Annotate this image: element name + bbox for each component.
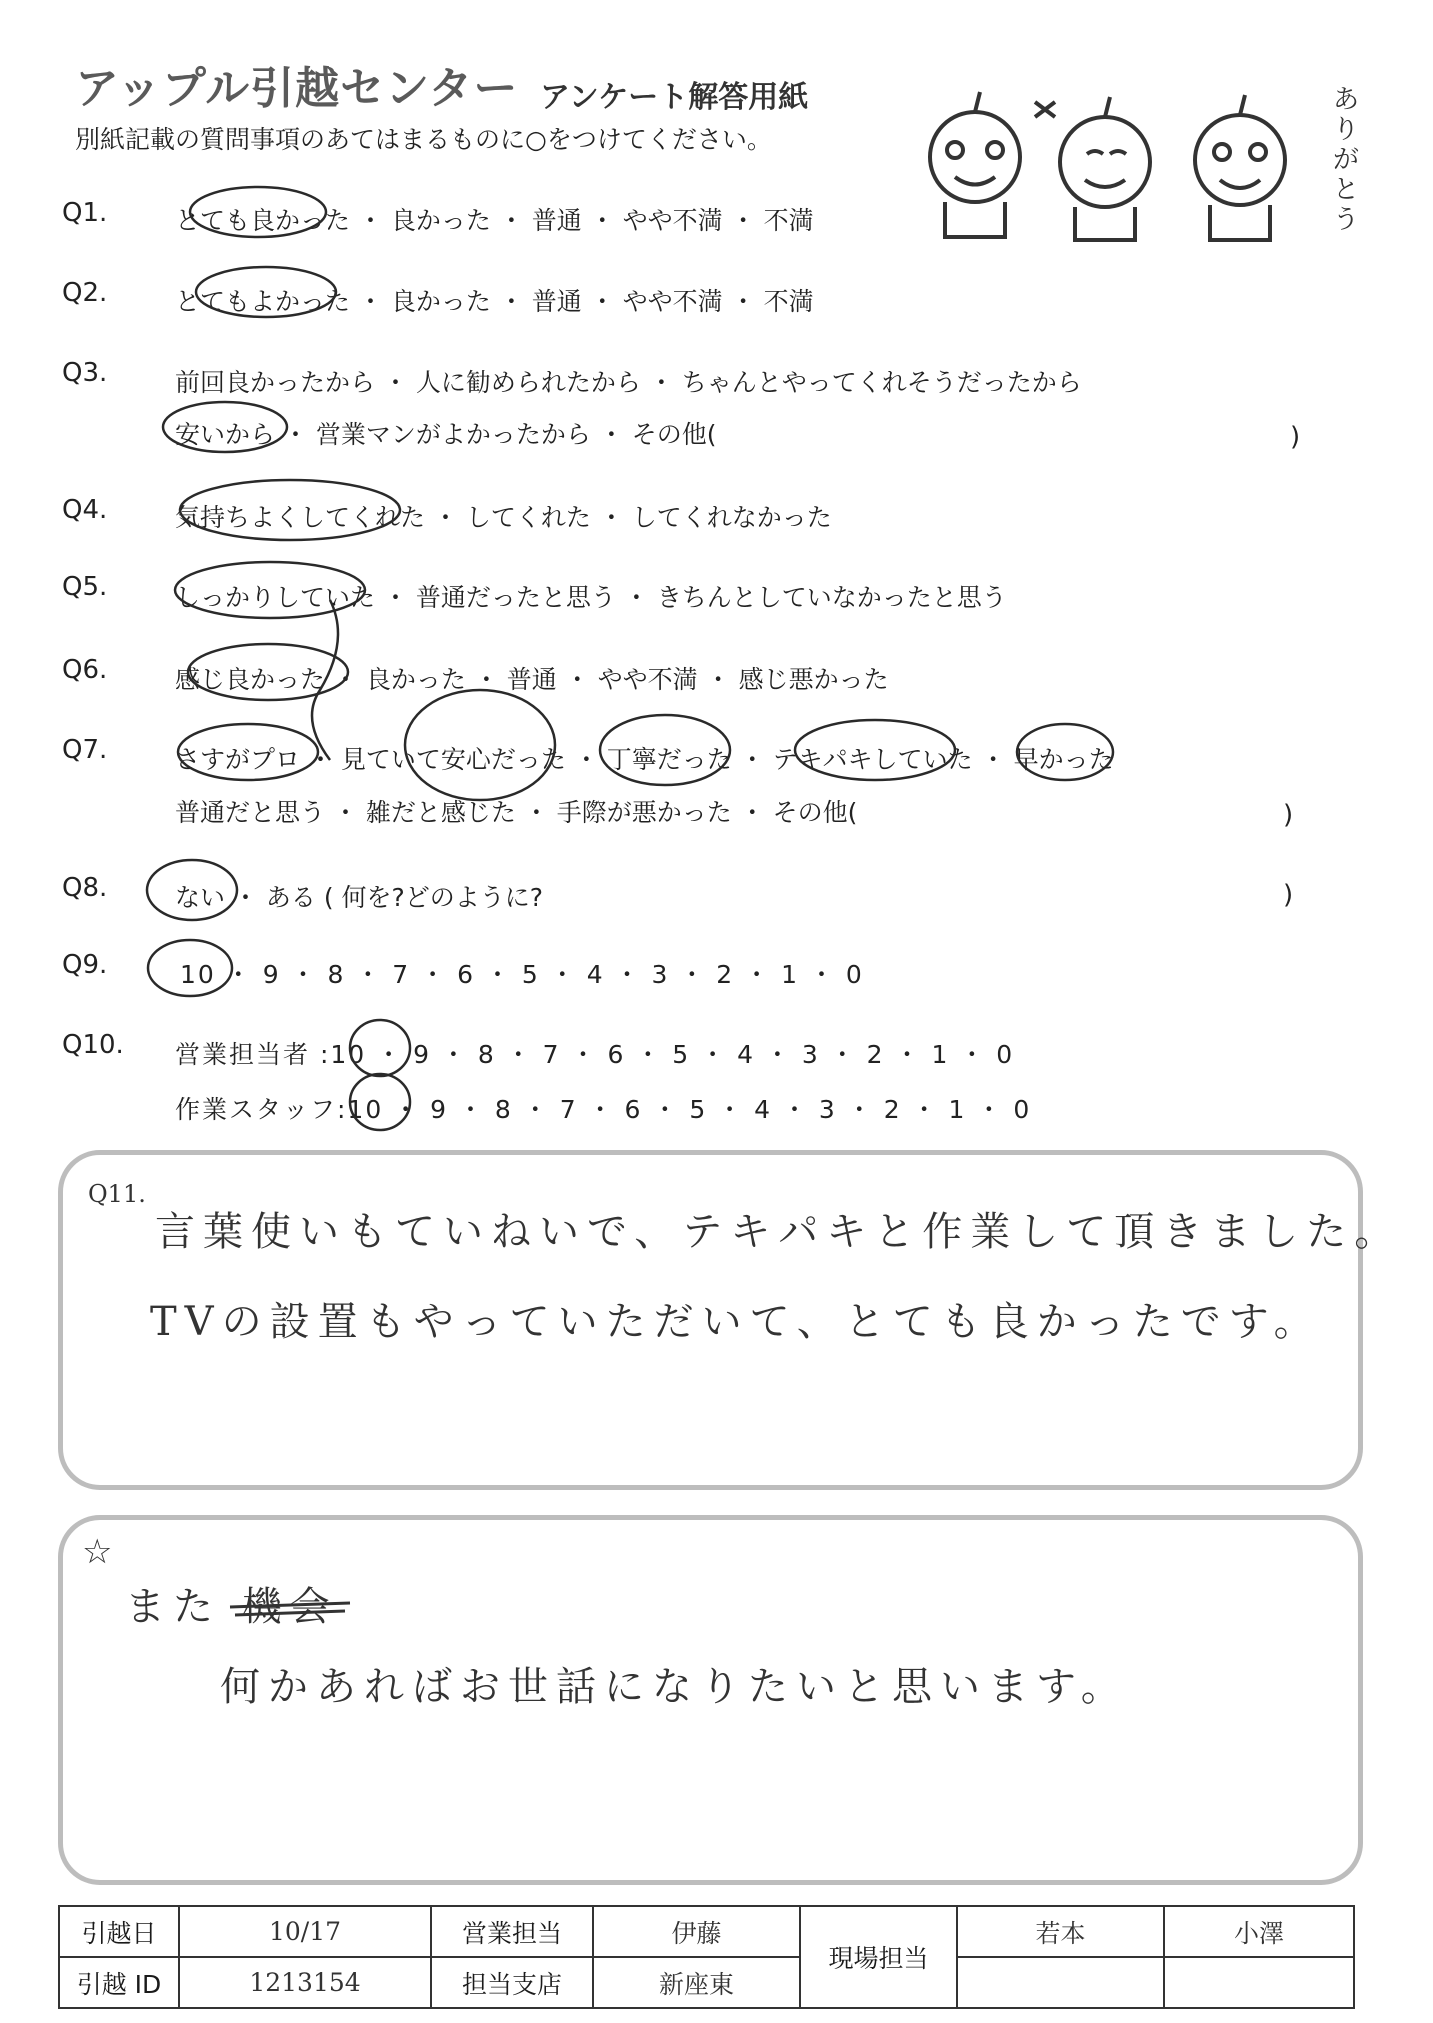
q7-options-line1[interactable]: さすがプロ ・ 見ていて安心だった ・ 丁寧だった ・ テキパキしていた ・ 早かった — [175, 745, 1114, 774]
site-staff-empty-cell-2[interactable] — [1164, 1957, 1354, 2008]
q4-options[interactable]: 気持ちよくしてくれた ・ してくれた ・ してくれなかった — [175, 503, 832, 532]
q3-label: Q3. — [62, 358, 108, 388]
q8-options[interactable]: ない ・ ある ( 何を?どのように? — [175, 883, 544, 912]
q3-paren-close: ) — [1290, 422, 1301, 452]
sales-rep-value[interactable]: 伊藤 — [593, 1906, 800, 1957]
q5-connector-stroke — [312, 600, 338, 760]
q6-answer-circle — [188, 644, 348, 700]
q7-answer-circle-5 — [1017, 724, 1113, 780]
q1-answer-circle — [190, 187, 326, 237]
q6-options[interactable]: 感じ良かった ・ 良かった ・ 普通 ・ やや不満 ・ 感じ悪かった — [175, 665, 889, 694]
move-date-value[interactable]: 10/17 — [179, 1906, 431, 1957]
q6-label: Q6. — [62, 655, 108, 685]
q5-options[interactable]: しっかりしていた ・ 普通だったと思う ・ きちんとしていなかったと思う — [175, 583, 1007, 612]
q7-options-line2[interactable]: 普通だと思う ・ 雑だと感じた ・ 手際が悪かった ・ その他( — [175, 798, 858, 827]
move-date-label: 引越日 — [59, 1906, 179, 1957]
q10-label: Q10. — [62, 1030, 124, 1060]
q3-options-line1[interactable]: 前回良かったから ・ 人に勧められたから ・ ちゃんとやってくれそうだったから — [175, 368, 1082, 397]
form-subtitle: アンケート解答用紙 — [540, 80, 809, 115]
star-icon: ☆ — [82, 1532, 113, 1572]
site-staff-value-2[interactable]: 小澤 — [1164, 1906, 1354, 1957]
q4-answer-circle — [180, 480, 400, 540]
q7-answer-circle-2 — [405, 690, 555, 800]
q11-comment-line2: TVの設置もやっていただいて、とても良かったです。 — [150, 1299, 1322, 1345]
thanks-vertical-text: ありがとう — [1333, 85, 1360, 235]
branch-value[interactable]: 新座東 — [593, 1957, 800, 2008]
q9-label: Q9. — [62, 950, 108, 980]
q11-label: Q11. — [88, 1180, 146, 1208]
strikethrough-mark — [225, 1585, 355, 1625]
q1-label: Q1. — [62, 198, 108, 228]
footer-info-table — [58, 1905, 1355, 2009]
branch-label: 担当支店 — [431, 1957, 593, 2008]
q9-scale[interactable]: 10 ・ 9 ・ 8 ・ 7 ・ 6 ・ 5 ・ 4 ・ 3 ・ 2 ・ 1 ・ 0 — [180, 960, 864, 989]
extra-comment-line1: また 機会 — [125, 1584, 338, 1630]
site-staff-value-1[interactable]: 若本 — [957, 1906, 1164, 1957]
q5-label: Q5. — [62, 572, 108, 602]
move-id-value[interactable]: 1213154 — [179, 1957, 431, 2008]
q8-label: Q8. — [62, 873, 108, 903]
move-id-label: 引越 ID — [59, 1957, 179, 2008]
site-staff-empty-cell-1[interactable] — [957, 1957, 1164, 2008]
q2-options[interactable]: とてもよかった ・ 良かった ・ 普通 ・ やや不満 ・ 不満 — [175, 287, 814, 316]
site-staff-label: 現場担当 — [800, 1906, 957, 2008]
q7-paren-close: ) — [1283, 800, 1294, 830]
q8-answer-circle — [147, 860, 237, 920]
q11-comment-line1: 言葉使いもていねいで、テキパキと作業して頂きました。 — [155, 1209, 1403, 1255]
q7-answer-circle-3 — [600, 715, 730, 785]
q3-answer-circle — [163, 402, 287, 452]
q2-label: Q2. — [62, 278, 108, 308]
q9-answer-circle — [148, 940, 232, 996]
q8-paren-close: ) — [1283, 880, 1294, 910]
sales-rep-label: 営業担当 — [431, 1906, 593, 1957]
form-instruction: 別紙記載の質問事項のあてはまるものに○をつけてください。 — [75, 125, 772, 154]
q10-staff-scale[interactable]: 作業スタッフ:10 ・ 9 ・ 8 ・ 7 ・ 6 ・ 5 ・ 4 ・ 3 ・ 2 ・ 1 ・ 0 — [175, 1095, 1032, 1124]
q2-answer-circle — [196, 267, 336, 317]
q7-answer-circle-1 — [178, 724, 318, 780]
q10-sales-answer-circle — [350, 1020, 410, 1076]
extra-comment-line2: 何かあればお世話になりたいと思います。 — [220, 1664, 1129, 1710]
q10-staff-answer-circle — [350, 1074, 410, 1130]
q4-label: Q4. — [62, 495, 108, 525]
form-title: アップル引越センター — [75, 63, 519, 114]
q5-answer-circle — [175, 562, 365, 618]
q1-options[interactable]: とても良かった ・ 良かった ・ 普通 ・ やや不満 ・ 不満 — [175, 206, 814, 235]
q7-answer-circle-4 — [795, 720, 955, 780]
q7-label: Q7. — [62, 735, 108, 765]
q10-sales-scale[interactable]: 営業担当者 :10 ・ 9 ・ 8 ・ 7 ・ 6 ・ 5 ・ 4 ・ 3 ・ 2 ・ 1 ・ 0 — [175, 1040, 1015, 1069]
q3-options-line2[interactable]: 安いから ・ 営業マンがよかったから ・ その他( — [175, 420, 717, 449]
